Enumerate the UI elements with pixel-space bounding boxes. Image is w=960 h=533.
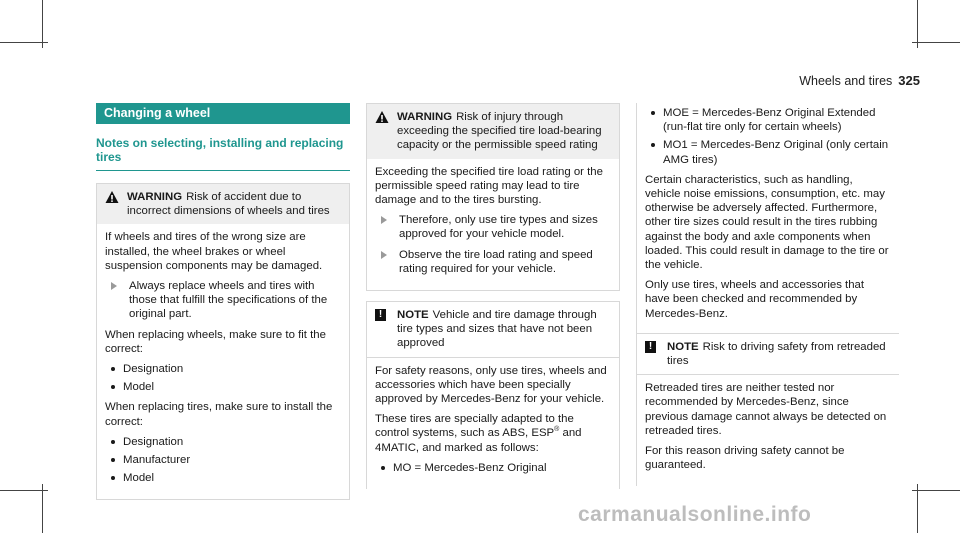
warning-label: WARNING [397,111,453,123]
note-label: NOTE [667,340,699,353]
warning-body-text: Exceeding the specified tire load rating or the permissible speed rating may lead to tire damage and to the tires bursting. [375,165,603,207]
list-item: Model [105,471,341,485]
warning-body-text: If wheels and tires of the wrong size are installed, the wheel brakes or wheel suspension components may be damaged. [105,231,323,272]
note-body-text: For safety reasons, only use tires, wheels and accessories which have been specially approved by Mercedes-Benz for your vehicle. [375,364,607,406]
crop-mark [42,0,43,48]
tires-intro: When replacing tires, make sure to install the correct: [105,401,333,428]
crop-mark [0,42,48,43]
action-step [105,279,341,322]
continued-block [637,106,899,321]
warning-header [367,104,619,159]
column-2 [366,103,620,489]
column-1 [96,103,350,500]
warning-box [366,103,620,291]
warning-triangle-icon [105,190,119,204]
warning-box [96,183,350,500]
step-arrow-icon [381,251,387,259]
list-item: MOE = Mercedes-Benz Original Extended (run-flat tire only for certain wheels) [645,106,891,134]
section-title: Changing a wheel [96,103,350,124]
paragraph: Certain characteristics, such as handling, vehicle noise emissions, consumption, etc. may otherwise be adversely affected. Furthermore, other tire sizes could result in the tires rubbing against the body and axle components when loaded. This could result in damage to the tire or the vehicle. [645,173,889,272]
exclamation-icon: ! [375,309,386,321]
warning-triangle-icon [375,110,389,124]
warning-text: Risk of accident due to incorrect dimensions of wheels and tires [127,191,330,218]
step-arrow-icon [111,282,117,290]
subheading: Notes on selecting, installing and replacing tires [96,136,350,171]
warning-text: Risk of injury through exceeding the specified tire load-bearing capacity or the permissible speed rating [397,111,602,152]
action-step [375,248,611,276]
step-text: Always replace wheels and tires with those that fulfill the specifications of the original part. [129,280,328,321]
column-3 [636,103,899,486]
note-body-text: Retreaded tires are neither tested nor recommended by Mercedes-Benz, since previous damage cannot always be detected on retreaded tires. [645,382,887,437]
note-body [637,375,899,486]
warning-label: WARNING [127,191,183,203]
list-item: Designation [105,362,341,376]
exclamation-icon: ! [645,341,656,353]
action-step [375,213,611,241]
note-body [367,358,619,489]
wheels-list [105,362,341,394]
crop-mark [912,42,960,43]
step-text: Observe the tire load rating and speed rating required for your vehicle. [399,248,593,275]
list-item: MO1 = Mercedes-Benz Original (only certain AMG tires) [645,138,891,166]
page-number: 325 [898,73,920,88]
marking-list [375,461,611,475]
page-header [799,73,920,88]
warning-body [367,159,619,290]
watermark: carmanualsonline.info [578,503,812,526]
page-header-title: Wheels and tires [799,74,893,88]
warning-body [97,224,349,499]
note-label: NOTE [397,309,429,322]
note-body-text-2: These tires are specially adapted to the control systems, such as ABS, ESP® and 4MATIC, and marked as follows: [375,413,582,454]
list-item: Model [105,380,341,394]
crop-mark [42,484,43,533]
note-text: Risk to driving safety from retreaded tires [667,340,886,368]
note-text: Vehicle and tire damage through tire types and sizes that have not been approved [397,309,597,350]
note-box [637,333,899,487]
crop-mark [917,0,918,48]
crop-mark [912,490,960,491]
note-body-text-2: For this reason driving safety cannot be guaranteed. [645,445,845,472]
list-item: Manufacturer [105,453,341,467]
note-header [637,334,899,375]
note-header [367,302,619,358]
warning-header [97,184,349,224]
list-item: MO = Mercedes-Benz Original [375,461,611,475]
marking-list-continued [645,106,891,167]
note-box [366,301,620,489]
step-arrow-icon [381,216,387,224]
step-text: Therefore, only use tire types and sizes approved for your vehicle model. [399,214,598,241]
crop-mark [917,484,918,533]
tires-list [105,435,341,486]
crop-mark [0,490,48,491]
paragraph: Only use tires, wheels and accessories that have been checked and recommended by Mercedes-Benz. [645,279,865,320]
wheels-intro: When replacing wheels, make sure to fit the correct: [105,328,326,355]
list-item: Designation [105,435,341,449]
